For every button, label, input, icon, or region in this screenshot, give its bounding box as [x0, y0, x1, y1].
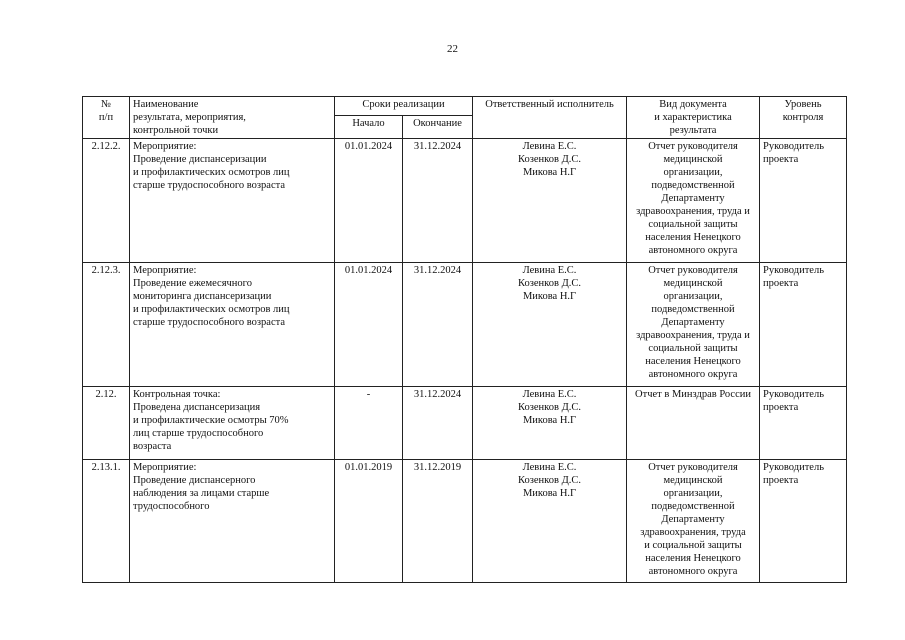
row-document: Отчет руководителя медицинской организации, подведомственной Департаменту здравоохранения, труда и социальной защиты населения Ненецкого автономного округа	[627, 139, 760, 263]
row-number: 2.12.3.	[83, 263, 130, 387]
row-number: 2.12.2.	[83, 139, 130, 263]
header-row	[83, 97, 847, 116]
row-document: Отчет руководителя медицинской организации, подведомственной Департаменту здравоохранения, труда и социальной защиты населения Ненецкого автономного округа	[627, 460, 760, 583]
row-name: Контрольная точка: Проведена диспансеризация и профилактические осмотры 70% лиц старше трудоспособного возраста	[130, 387, 335, 460]
header-level: Уровень контроля	[760, 97, 847, 139]
row-end-date: 31.12.2024	[403, 387, 473, 460]
table-row	[83, 263, 847, 387]
plan-table	[82, 96, 847, 583]
row-name: Мероприятие: Проведение ежемесячного мониторинга диспансеризации и профилактических осмотров лиц старше трудоспособного возраста	[130, 263, 335, 387]
row-name: Мероприятие: Проведение диспансерного наблюдения за лицами старше трудоспособного	[130, 460, 335, 583]
header-name: Наименование результата, мероприятия, контрольной точки	[130, 97, 335, 139]
row-start-date: 01.01.2024	[335, 139, 403, 263]
header-executor: Ответственный исполнитель	[473, 97, 627, 139]
row-start-date: 01.01.2019	[335, 460, 403, 583]
row-control-level: Руководитель проекта	[760, 460, 847, 583]
row-end-date: 31.12.2024	[403, 263, 473, 387]
row-executor: Левина Е.С. Козенков Д.С. Микова Н.Г	[473, 387, 627, 460]
row-executor: Левина Е.С. Козенков Д.С. Микова Н.Г	[473, 460, 627, 583]
row-control-level: Руководитель проекта	[760, 263, 847, 387]
table-row	[83, 139, 847, 263]
row-control-level: Руководитель проекта	[760, 139, 847, 263]
page-number: 22	[447, 43, 458, 55]
row-end-date: 31.12.2024	[403, 139, 473, 263]
header-end: Окончание	[403, 116, 473, 139]
table-row	[83, 460, 847, 583]
header-start: Начало	[335, 116, 403, 139]
header-doc: Вид документа и характеристика результата	[627, 97, 760, 139]
row-end-date: 31.12.2019	[403, 460, 473, 583]
row-document: Отчет руководителя медицинской организации, подведомственной Департаменту здравоохранения, труда и социальной защиты населения Ненецкого автономного округа	[627, 263, 760, 387]
row-start-date: 01.01.2024	[335, 263, 403, 387]
table-body	[83, 139, 847, 583]
row-start-date: -	[335, 387, 403, 460]
row-number: 2.13.1.	[83, 460, 130, 583]
row-control-level: Руководитель проекта	[760, 387, 847, 460]
table-row	[83, 387, 847, 460]
row-document: Отчет в Минздрав России	[627, 387, 760, 460]
row-executor: Левина Е.С. Козенков Д.С. Микова Н.Г	[473, 263, 627, 387]
header-num: № п/п	[83, 97, 130, 139]
row-name: Мероприятие: Проведение диспансеризации и профилактических осмотров лиц старше трудоспособного возраста	[130, 139, 335, 263]
row-number: 2.12.	[83, 387, 130, 460]
header-terms: Сроки реализации	[335, 97, 473, 116]
row-executor: Левина Е.С. Козенков Д.С. Микова Н.Г	[473, 139, 627, 263]
